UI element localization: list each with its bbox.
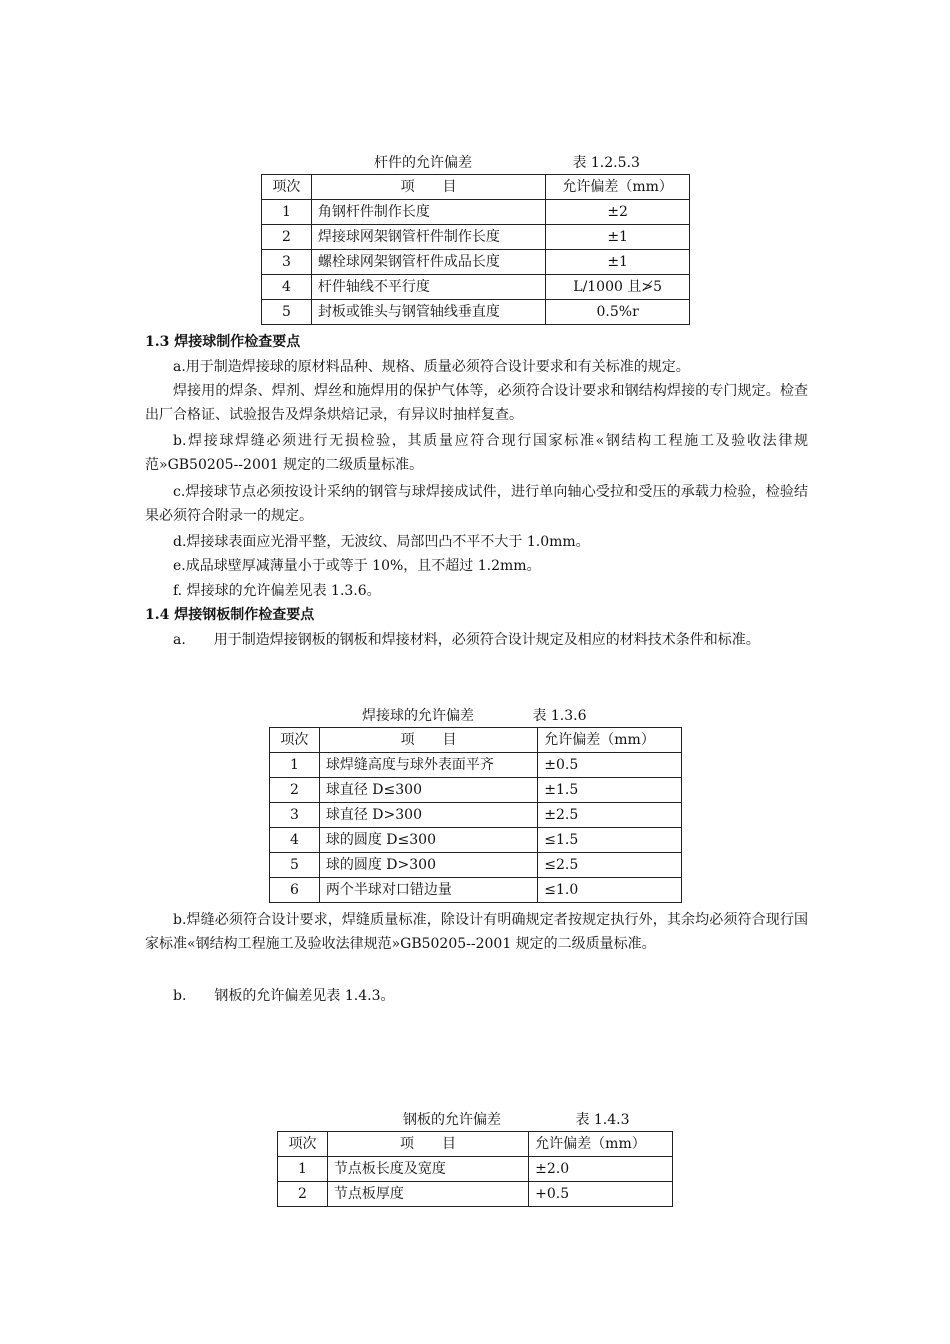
header-cell: 项 目 (319, 728, 537, 753)
table-cell: 3 (270, 803, 320, 828)
paragraph: a.用于制造焊接球的原材料品种、规格、质量必须符合设计要求和有关标准的规定。 (173, 359, 690, 375)
table-row (278, 1157, 673, 1182)
table-cell: 5 (262, 300, 312, 325)
table-cell: 2 (270, 778, 320, 803)
table2 (269, 727, 682, 903)
section-heading-1-3: 1.3 焊接球制作检查要点 (145, 334, 301, 350)
table2-title: 焊接球的允许偏差 (362, 708, 474, 724)
table-cell: ±1 (546, 225, 690, 250)
table-cell: 节点板厚度 (327, 1182, 528, 1207)
table-row (278, 1182, 673, 1207)
table-cell: ≤1.0 (538, 878, 682, 903)
table-cell: 两个半球对口错边量 (319, 878, 537, 903)
table-row (270, 778, 682, 803)
table-cell: ±2.5 (538, 803, 682, 828)
table-cell: 6 (270, 878, 320, 903)
paragraph: d.焊接球表面应光滑平整，无波纹、局部凹凸不平不大于 1.0mm。 (173, 534, 590, 550)
table-cell: 节点板长度及宽度 (327, 1157, 528, 1182)
table-cell: ±1.5 (538, 778, 682, 803)
table-cell: 0.5%r (546, 300, 690, 325)
table2-caption (362, 705, 587, 725)
table-cell: ±2.0 (529, 1157, 673, 1182)
table-cell: 5 (270, 853, 320, 878)
table1-caption (374, 152, 640, 172)
table-row (270, 803, 682, 828)
table-cell: 杆件轴线不平行度 (311, 275, 545, 300)
table-cell: 1 (278, 1157, 328, 1182)
paragraph: c.焊接球节点必须按设计采纳的钢管与球焊接成试件，进行单向轴心受拉和受压的承载力检验，检验结果必须符合附录一的规定。 (145, 484, 808, 524)
table-cell: 3 (262, 250, 312, 275)
table-header-row (278, 1132, 673, 1157)
table-cell: 封板或锥头与钢管轴线垂直度 (311, 300, 545, 325)
table-cell: 2 (262, 225, 312, 250)
table-cell: 球直径 D≤300 (319, 778, 537, 803)
paragraph: b.焊接球焊缝必须进行无损检验，其质量应符合现行国家标准«钢结构工程施工及验收法律规范»GB50205--2001 规定的二级质量标准。 (145, 433, 808, 473)
header-cell: 项次 (278, 1132, 328, 1157)
table3-caption (403, 1109, 630, 1129)
table-cell: ≤2.5 (538, 853, 682, 878)
header-cell: 项次 (270, 728, 320, 753)
table1-title: 杆件的允许偏差 (374, 155, 472, 171)
table-cell: 角钢杆件制作长度 (311, 200, 545, 225)
header-cell: 项次 (262, 175, 312, 200)
header-cell: 允许偏差（mm） (538, 728, 682, 753)
table3-title: 钢板的允许偏差 (403, 1112, 501, 1128)
table-cell: 球直径 D>300 (319, 803, 537, 828)
table-cell: ≤1.5 (538, 828, 682, 853)
table1-number: 表 1.2.5.3 (572, 155, 640, 171)
paragraph: b. 钢板的允许偏差见表 1.4.3。 (173, 988, 395, 1004)
header-cell: 项 目 (311, 175, 545, 200)
paragraph: e.成品球壁厚减薄量小于或等于 10%，且不超过 1.2mm。 (173, 558, 541, 574)
table-row (262, 250, 690, 275)
table-cell: 4 (270, 828, 320, 853)
table-row (270, 753, 682, 778)
table1 (261, 174, 690, 325)
table-row (270, 853, 682, 878)
paragraph: b.焊缝必须符合设计要求，焊缝质量标准，除设计有明确规定者按规定执行外，其余均必须符合现行国家标准«钢结构工程施工及验收法律规范»GB50205--2001 规定的二级质量标准。 (145, 912, 808, 952)
header-cell: 允许偏差（mm） (529, 1132, 673, 1157)
table-row (262, 300, 690, 325)
header-cell: 允许偏差（mm） (546, 175, 690, 200)
table-cell: ±1 (546, 250, 690, 275)
table-cell: 球的圆度 D≤300 (319, 828, 537, 853)
table-cell: 球的圆度 D>300 (319, 853, 537, 878)
table-row (262, 200, 690, 225)
table3 (277, 1131, 673, 1207)
table-header-row (270, 728, 682, 753)
table-row (270, 828, 682, 853)
table2-number: 表 1.3.6 (532, 708, 587, 724)
section-heading-1-4: 1.4 焊接钢板制作检查要点 (145, 607, 315, 623)
paragraph: f. 焊接球的允许偏差见表 1.3.6。 (173, 583, 381, 599)
table-header-row (262, 175, 690, 200)
table-row (262, 275, 690, 300)
table-cell: 1 (270, 753, 320, 778)
table-cell: 4 (262, 275, 312, 300)
table-cell: 1 (262, 200, 312, 225)
table-cell: 焊接球网架钢管杆件制作长度 (311, 225, 545, 250)
table-cell: ±2 (546, 200, 690, 225)
paragraph: a. 用于制造焊接钢板的钢板和焊接材料，必须符合设计规定及相应的材料技术条件和标准。 (173, 632, 760, 648)
table-cell: 2 (278, 1182, 328, 1207)
table-cell: ±0.5 (538, 753, 682, 778)
table-row (262, 225, 690, 250)
table-row (270, 878, 682, 903)
table3-number: 表 1.4.3 (575, 1112, 630, 1128)
header-cell: 项 目 (327, 1132, 528, 1157)
table-cell: L/1000 且≯5 (546, 275, 690, 300)
table-cell: 球焊缝高度与球外表面平齐 (319, 753, 537, 778)
table-cell: 螺栓球网架钢管杆件成品长度 (311, 250, 545, 275)
paragraph: 焊接用的焊条、焊剂、焊丝和施焊用的保护气体等，必须符合设计要求和钢结构焊接的专门规定。检查出厂合格证、试验报告及焊条烘焙记录，有异议时抽样复查。 (145, 383, 808, 423)
table-cell: +0.5 (529, 1182, 673, 1207)
